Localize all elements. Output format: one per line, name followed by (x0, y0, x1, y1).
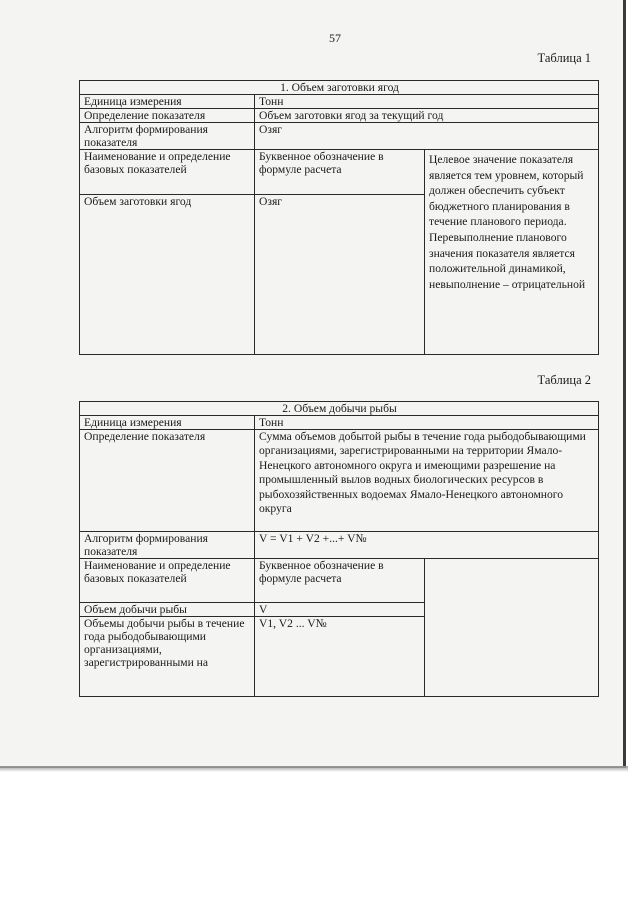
table1-algorithm-row (80, 123, 599, 150)
table2-base-label: Наименование и определение базовых показателей (80, 559, 255, 603)
table2-symbol-label: Буквенное обозначение в формуле расчета (255, 559, 425, 603)
table2-row1-symbol: V (255, 603, 425, 617)
table1-symbol-label: Буквенное обозначение в формуле расчета (255, 150, 425, 195)
table1-unit-row (80, 95, 599, 109)
table2-row2-name: Объемы добычи рыбы в течение года рыбодобывающими организациями, зарегистрированными на (80, 617, 255, 697)
page-number: 57 (329, 31, 341, 45)
table1-algorithm-value: Озяг (255, 123, 599, 150)
table1-base-header-row (80, 150, 599, 195)
table2-row1-name: Объем добычи рыбы (80, 603, 255, 617)
table1-caption: Таблица 1 (537, 51, 591, 65)
table2-empty-cell (425, 559, 599, 697)
table1-target-text: Целевое значение показателя является тем уровнем, который должен обеспечить субъект бюджетного планирования в течение планового периода. Перевыполнение планового значения показателя является положительной динамикой, невыполнение – отрицательной (425, 150, 599, 355)
table1-definition-value: Объем заготовки ягод за текущий год (255, 109, 599, 123)
table1-definition-label: Определение показателя (80, 109, 255, 123)
table2-unit-row (80, 416, 599, 430)
table1-row-symbol: Озяг (255, 195, 425, 355)
table1-algorithm-label: Алгоритм формирования показателя (80, 123, 255, 150)
table1-definition-row (80, 109, 599, 123)
table2 (79, 401, 599, 697)
table2-definition-label: Определение показателя (80, 430, 255, 532)
table2-title-row (80, 402, 599, 416)
table2-title: 2. Объем добычи рыбы (80, 402, 599, 416)
table2-unit-value: Тонн (255, 416, 599, 430)
table2-algorithm-label: Алгоритм формирования показателя (80, 532, 255, 559)
table2-base-header-row (80, 559, 599, 603)
table2-row2-symbol: V1, V2 ... V№ (255, 617, 425, 697)
table2-algorithm-row (80, 532, 599, 559)
table1-unit-label: Единица измерения (80, 95, 255, 109)
table2-algorithm-value: V = V1 + V2 +...+ V№ (255, 532, 599, 559)
table1-title-row (80, 81, 599, 95)
table1-row-name: Объем заготовки ягод (80, 195, 255, 355)
table1-base-label: Наименование и определение базовых показателей (80, 150, 255, 195)
table2-caption: Таблица 2 (537, 373, 591, 387)
table1 (79, 80, 599, 355)
table2-definition-row (80, 430, 599, 532)
table2-definition-value: Сумма объемов добытой рыбы в течение года рыбодобывающими организациями, зарегистрированными на территории Ямало-Ненецкого автономного округа и имеющими разрешение на промышленный вылов водных биологических ресурсов в рыбохозяйственных водоемах Ямало-Ненецкого автономного округа (255, 430, 599, 532)
table2-unit-label: Единица измерения (80, 416, 255, 430)
table1-title: 1. Объем заготовки ягод (80, 81, 599, 95)
table1-unit-value: Тонн (255, 95, 599, 109)
